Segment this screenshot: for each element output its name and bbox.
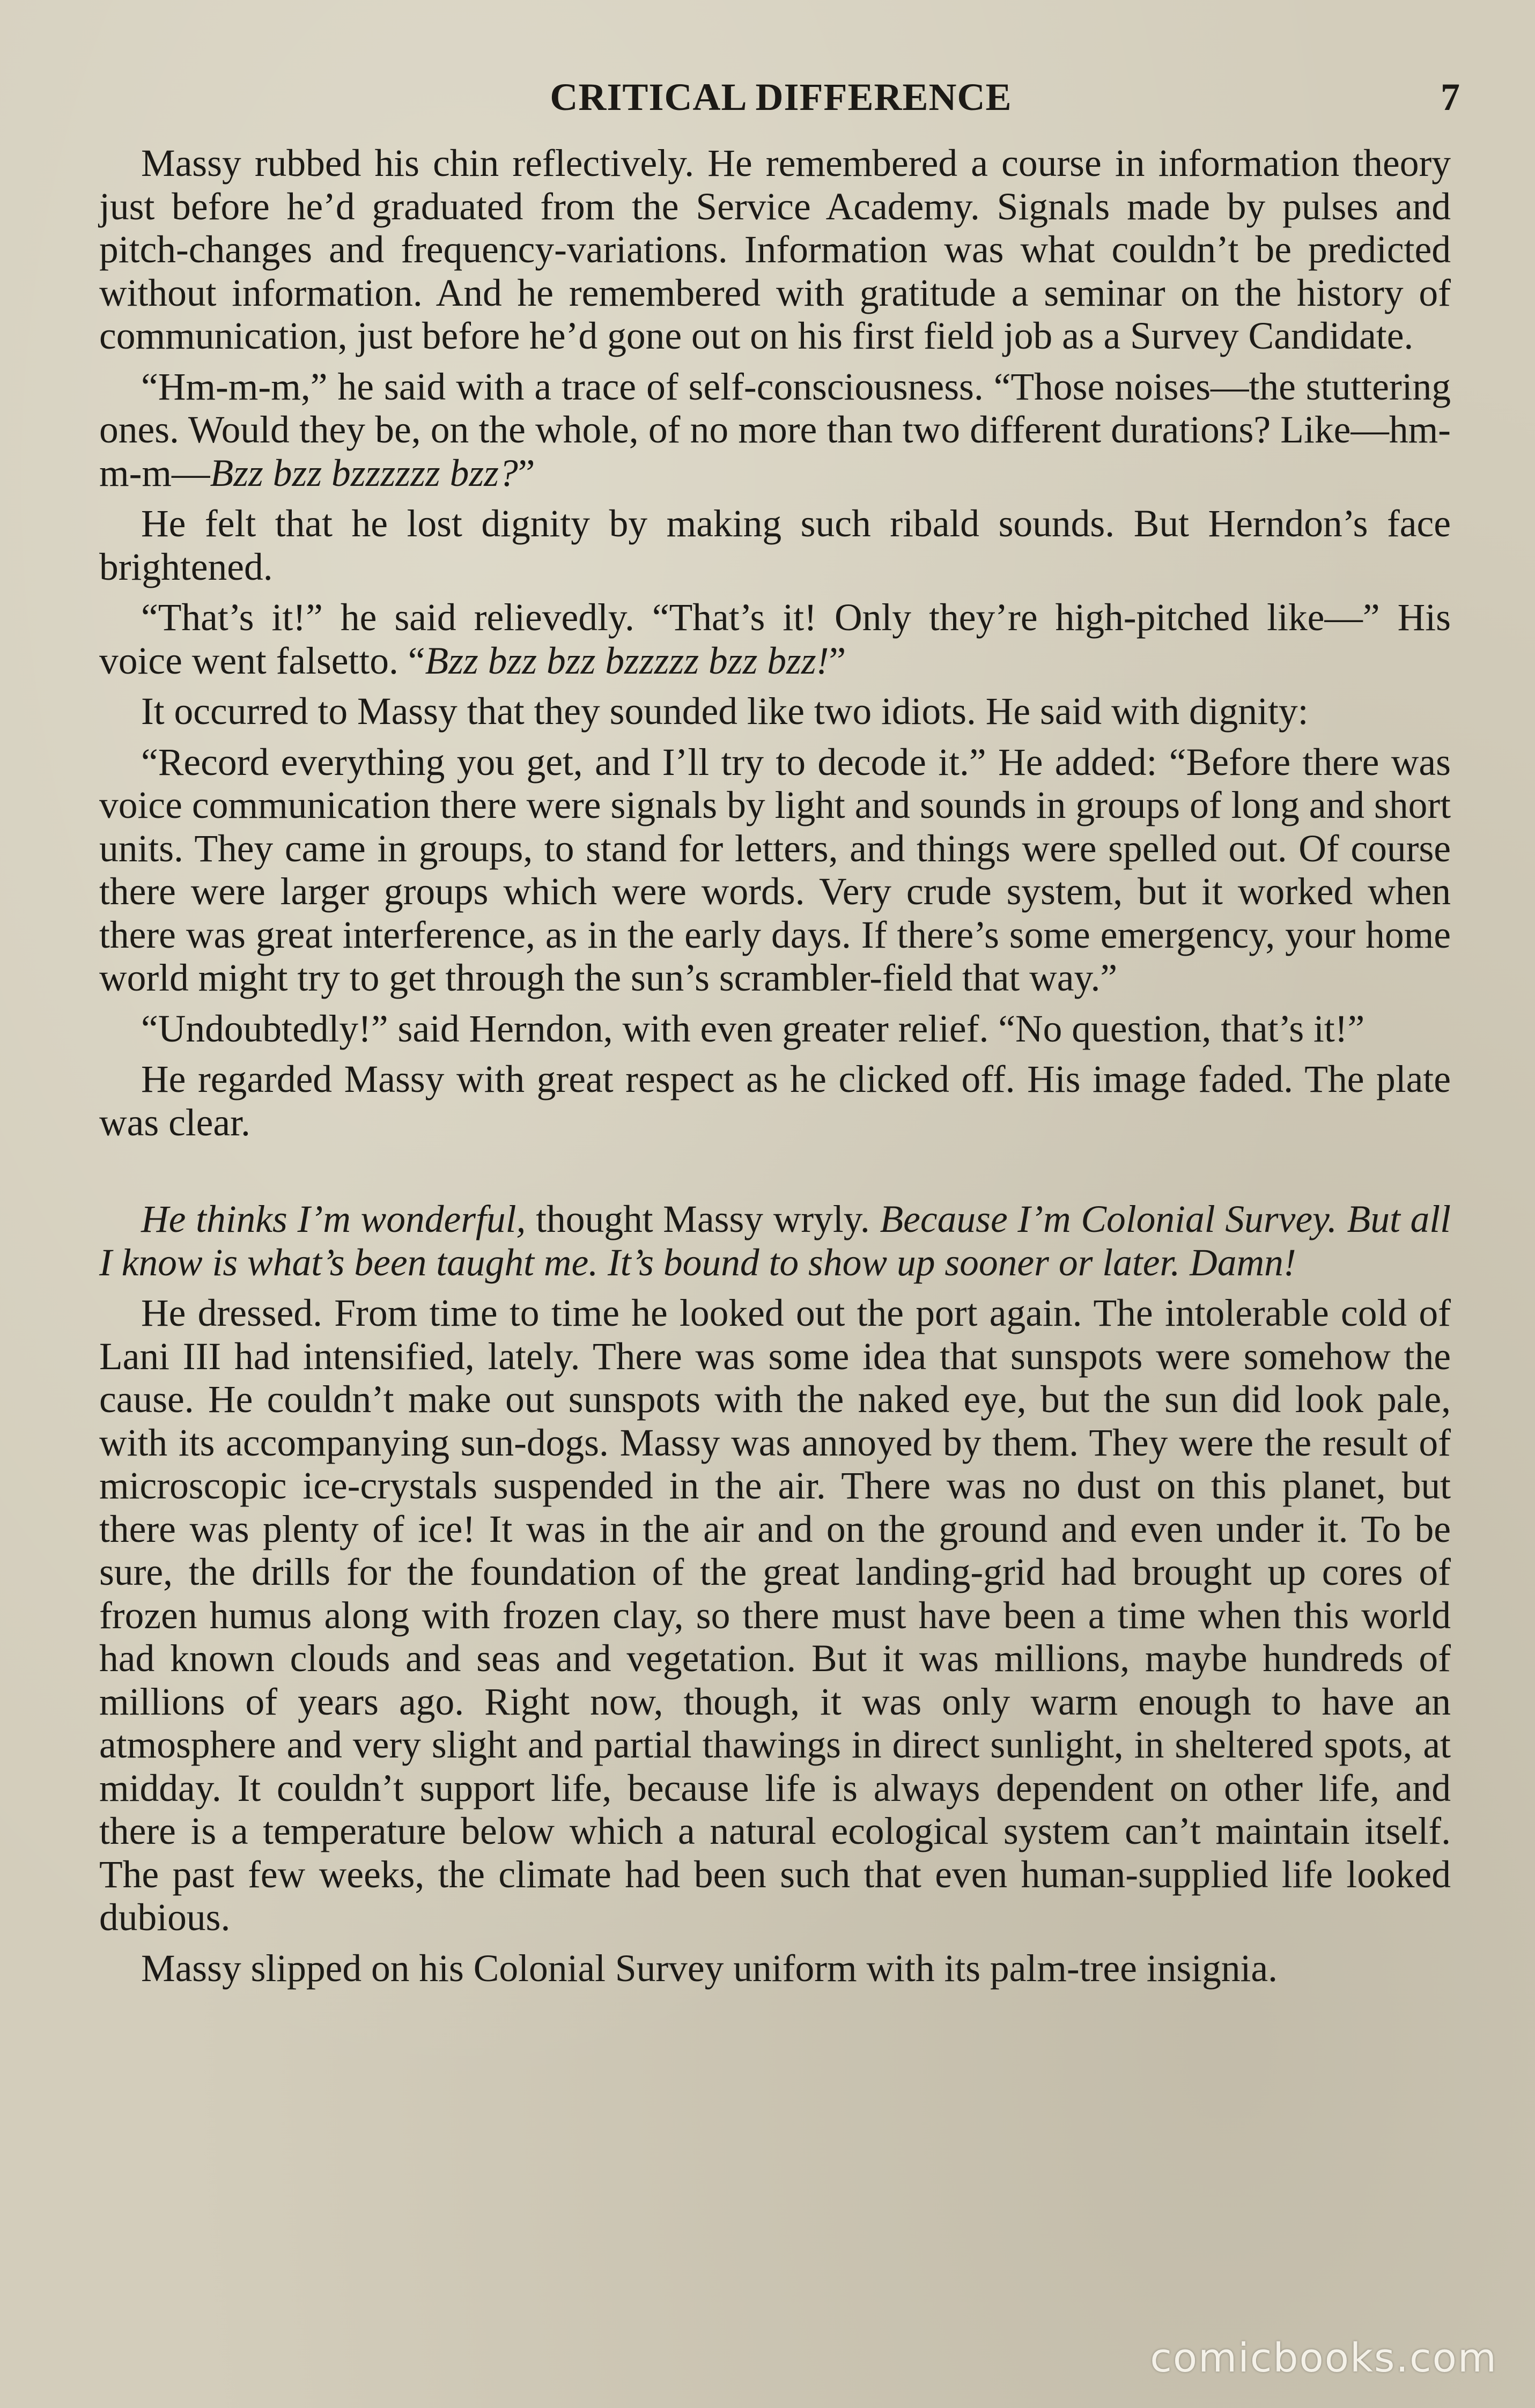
paragraph-text: It occurred to Massy that they sounded like two idiots. He said with dignity: — [141, 690, 1309, 733]
paragraph-text: thought Massy wryly. — [526, 1198, 880, 1240]
paragraph-2 — [99, 366, 1451, 496]
running-head — [102, 75, 1460, 123]
paragraph-11 — [99, 1947, 1451, 1991]
paragraph-4 — [99, 596, 1451, 683]
paragraph-text: “Hm-m-m,” he said with a trace of self-consciousness. “Those noises—the stuttering ones. Would they be, on the whole, of no more than two different durations? Like—hm-m-m— — [99, 365, 1451, 494]
paragraph-10 — [99, 1292, 1451, 1940]
watermark: comicbooks.com — [1150, 2335, 1497, 2381]
paragraph-lead-italic: He thinks I’m wonderful, — [141, 1198, 526, 1240]
paragraph-5 — [99, 690, 1451, 734]
paragraph-italic: Bzz bzz bzz bzzzzz bzz bzz! — [425, 639, 829, 682]
paragraph-tail: ” — [829, 639, 846, 682]
paragraph-7 — [99, 1008, 1451, 1051]
paragraph-italic: Because I’m Colonial Survey. But all I know is what’s been taught me. It’s bound to show up sooner or later. Damn! — [99, 1198, 1451, 1284]
paragraph-3 — [99, 503, 1451, 589]
paragraph-8 — [99, 1058, 1451, 1144]
paragraph-text: Massy slipped on his Colonial Survey uniform with its palm-tree insignia. — [141, 1947, 1278, 1990]
paragraph-text: “Undoubtedly!” said Herndon, with even greater relief. “No question, that’s it!” — [141, 1007, 1365, 1050]
paragraph-text: “Record everything you get, and I’ll try to decode it.” He added: “Before there was voice communication there were signals by light and sounds in groups of long and short units. They came in groups, to stand for letters, and things were spelled out. Of course there were larger groups which were words. Very crude system, but it worked when there was great interference, as in the early days. If there’s some emergency, your home world might try to get through the sun’s scrambler-field that way.” — [99, 741, 1451, 999]
paragraph-text: Massy rubbed his chin reflectively. He remembered a course in information theory just before he’d graduated from the Service Academy. Signals made by pulses and pitch-changes and frequency-variations. Information was what couldn’t be predicted without information. And he remembered with gratitude a seminar on the history of communication, just before he’d gone out on his first field job as a Survey Candidate. — [99, 142, 1451, 357]
paragraph-6 — [99, 741, 1451, 1000]
body-text — [99, 142, 1451, 1998]
paragraph-tail: ” — [518, 452, 535, 494]
paragraph-text: “That’s it!” he said relievedly. “That’s it! Only they’re high-pitched like—” His voice went falsetto. “ — [99, 596, 1451, 682]
paragraph-italic: Bzz bzz bzzzzzz bzz? — [210, 452, 518, 494]
paragraph-1 — [99, 142, 1451, 358]
page-number: 7 — [1441, 76, 1460, 119]
paragraph-9 — [99, 1198, 1451, 1284]
running-title: CRITICAL DIFFERENCE — [550, 76, 1012, 119]
paragraph-text: He dressed. From time to time he looked out the port again. The intolerable cold of Lani III had intensified, lately. There was some idea that sunspots were somehow the cause. He couldn’t make out sunspots with the naked eye, but the sun did look pale, with its accompanying sun-dogs. Massy was annoyed by them. They were the result of microscopic ice-crystals suspended in the air. There was no dust on this planet, but there was plenty of ice! It was in the air and on the ground and even under it. To be sure, the drills for the foundation of the great landing-grid had brought up cores of frozen humus along with frozen clay, so there must have been a time when this world had known clouds and seas and vegetation. But it was millions, maybe hundreds of millions of years ago. Right now, though, it was only warm enough to have an atmosphere and very slight and partial thawings in direct sunlight, in sheltered spots, at midday. It couldn’t support life, because life is always dependent on other life, and there is a temperature below which a natural ecological system can’t maintain itself. The past few weeks, the climate had been such that even human-supplied life looked dubious. — [99, 1292, 1451, 1939]
paragraph-text: He felt that he lost dignity by making such ribald sounds. But Herndon’s face brightened. — [99, 503, 1451, 588]
paragraph-text: He regarded Massy with great respect as he clicked off. His image faded. The plate was clear. — [99, 1058, 1451, 1144]
